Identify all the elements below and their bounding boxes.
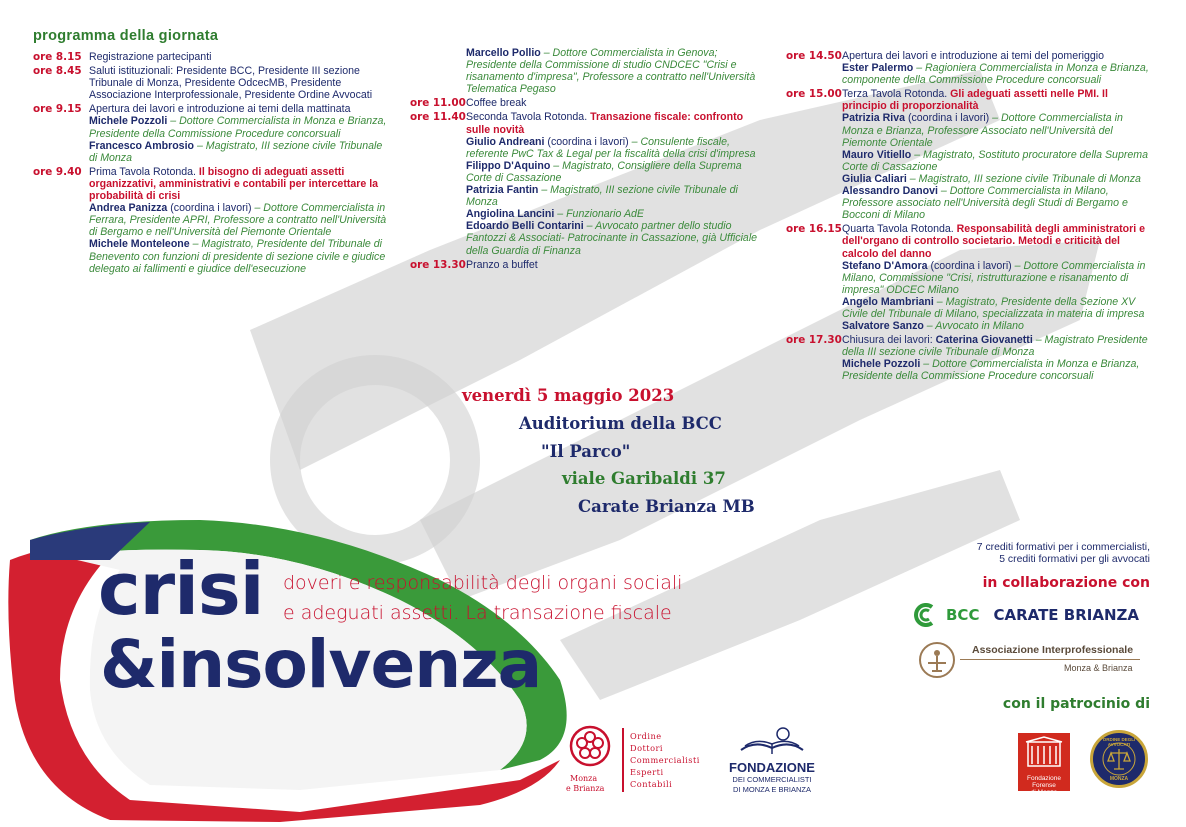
speaker-name: Andrea Panizza — [89, 202, 168, 215]
schedule-entry — [410, 47, 770, 95]
session-text: Quarta Tavola Rotonda. — [842, 223, 957, 236]
brand-word-insolvenza: &insolvenza — [100, 626, 542, 703]
session-text: Apertura dei lavori e introduzione ai temi del pomeriggio — [842, 50, 1105, 62]
odcec-city-2: e Brianza — [566, 784, 605, 793]
speaker-role: – Dottore Commercialista in Monza e Brianza, Professore Associato nell'Università del Piemonte Orientale — [842, 112, 1123, 149]
odcec-divider — [622, 728, 624, 792]
session-topic: Il bisogno di adeguati assetti organizzativi, amministrativi e contabili per intercettare la probabilità di crisi — [89, 165, 379, 203]
speaker-name: Michele Monteleone — [89, 238, 190, 251]
odcec-name-line: Ordine — [630, 731, 662, 741]
session-text: Pranzo a buffet — [466, 258, 538, 271]
speaker-role: – Avvocato partner dello studio Fantozzi & Associati- Patrocinante in Cassazione, già Ufficiale della Guardia di Finanza — [466, 220, 758, 257]
speaker-name: Michele Pozzoli — [89, 115, 168, 128]
session-text: Coffee break — [466, 97, 527, 110]
session-text: (coordina i lavori) — [927, 259, 1012, 272]
speaker-role: – Magistrato Presidente della III sezione civile Tribunale di Monza — [842, 334, 1148, 359]
speaker-name: Salvatore Sanzo — [842, 320, 924, 333]
odcec-name-line: Contabili — [630, 779, 673, 789]
session-topic: Transazione fiscale: confronto sulle novità — [466, 111, 744, 136]
session-text: Terza Tavola Rotonda. — [842, 88, 951, 101]
bcc-name: CARATE BRIANZA — [993, 606, 1139, 624]
association-logo — [918, 641, 1150, 681]
association-emblem-icon — [918, 641, 956, 679]
association-underline — [960, 659, 1140, 660]
event-date: venerdì 5 maggio 2023 — [462, 386, 675, 405]
schedule-entry — [33, 103, 393, 163]
schedule-column-midday — [410, 47, 770, 273]
speaker-name: Ester Palermo — [842, 62, 914, 75]
patrocinio-label: con il patrocinio di — [1002, 696, 1150, 712]
credits-line-2: 5 crediti formativi per gli avvocati — [999, 554, 1150, 565]
schedule-entry — [410, 111, 770, 256]
schedule-entry — [33, 166, 393, 275]
schedule-time: ore 16.15 — [786, 223, 842, 236]
speaker-role: – Magistrato, Sostituto procuratore della Suprema Corte di Cassazione — [842, 148, 1148, 173]
speaker-name: Patrizia Riva — [842, 112, 906, 125]
speaker-name: Francesco Ambrosio — [89, 139, 194, 152]
speaker-name: Angiolina Lancini — [466, 208, 555, 221]
fondazione-commercialisti-name: FONDAZIONE — [729, 760, 815, 775]
speaker-role: – Magistrato, III sezione civile Tribunale di Monza — [466, 184, 738, 209]
odcec-name-line: Dottori — [630, 743, 664, 753]
schedule-entry — [786, 223, 1151, 332]
schedule-column-afternoon — [786, 50, 1151, 385]
speaker-role: – Magistrato, III sezione civile Tribunale di Monza — [89, 139, 383, 164]
session-text: Prima Tavola Rotonda. — [89, 165, 199, 178]
venue-city: Carate Brianza MB — [578, 497, 755, 516]
session-topic: Gli adeguati assetti nelle PMI. Il principio di proporzionalità — [842, 88, 1108, 113]
schedule-entry — [786, 334, 1151, 382]
odcec-city-1: Monza — [570, 774, 598, 783]
schedule-time: ore 9.40 — [33, 165, 82, 178]
venue-place: Auditorium della BCC — [519, 414, 722, 433]
speaker-role: – Avvocato in Milano — [923, 320, 1024, 333]
bcc-mark-text: BCC — [946, 606, 980, 624]
odcec-emblem-icon — [568, 724, 612, 768]
speaker-role: – Consulente fiscale, referente PwC Tax & Legal per la fiscalità della crisi d'impresa — [466, 135, 756, 160]
brand-subtitle-2: e adeguati assetti. La transazione fiscale — [283, 602, 672, 624]
speaker-name: Marcello Pollio — [466, 47, 541, 59]
schedule-entry — [410, 97, 770, 109]
session-text: Registrazione partecipanti — [89, 51, 212, 63]
schedule-time: ore 17.30 — [786, 334, 842, 347]
schedule-time: ore 15.00 — [786, 88, 842, 101]
fondazione-forense-line-1: Fondazione Forense — [1027, 775, 1061, 789]
speaker-name: Giulia Caliari — [842, 172, 907, 185]
collaboration-label: in collaborazione con — [982, 575, 1150, 591]
session-text: (coordina i lavori) — [905, 112, 990, 125]
session-text: Chiusura dei lavori: — [842, 334, 936, 347]
fondazione-forense-building-icon — [1024, 736, 1064, 770]
odcec-logo — [566, 724, 726, 796]
speaker-role: – Dottore Commercialista in Milano, Commissione "Crisi, ristrutturazione e risanamento di impresa" ODCEC Milano — [842, 259, 1146, 296]
speaker-role: – Funzionario AdE — [554, 208, 645, 221]
speaker-name: Giulio Andreani — [466, 135, 545, 148]
speaker-name: Alessandro Danovi — [842, 185, 938, 198]
ordine-avvocati-city: MONZA — [1109, 776, 1129, 782]
speaker-name: Michele Pozzoli — [842, 358, 921, 371]
speaker-name: Filippo D'Aquino — [466, 159, 551, 172]
speaker-role: – Dottore Commercialista in Monza e Brianza, Presidente della Commissione Procedure concorsuali — [89, 115, 387, 140]
schedule-time: ore 8.45 — [33, 65, 82, 78]
speaker-role: – Magistrato, III sezione civile Tribunale di Monza — [906, 172, 1141, 185]
association-sub: Monza & Brianza — [1064, 663, 1133, 673]
speaker-name: Caterina Giovanetti — [935, 334, 1033, 347]
ordine-avvocati-ring-text: ORDINE DEGLI AVVOCATI — [1102, 737, 1136, 747]
speaker-role: – Dottore Commercialista in Ferrara, Presidente APRI, Professore a contratto nell'Università di Bergamo e nell'Università del Piemonte Orientale — [89, 202, 387, 239]
schedule-entry — [410, 259, 770, 271]
speaker-role: – Magistrato, Consigliere della Suprema Corte di Cassazione — [466, 159, 742, 184]
speaker-role: – Ragioniera Commercialista in Monza e Brianza, componente della Commissione Procedure concorsuali — [842, 62, 1149, 87]
session-text: Seconda Tavola Rotonda. — [466, 111, 591, 124]
fondazione-commercialisti-logo — [726, 726, 818, 798]
schedule-time: ore 11.40 — [410, 111, 466, 124]
odcec-name-line: Esperti — [630, 767, 664, 777]
fondazione-forense-logo — [1018, 733, 1070, 796]
speaker-role: – Dottore Commercialista in Monza e Brianza, Presidente della Commissione Procedure concorsuali — [842, 358, 1140, 383]
schedule-entry — [786, 88, 1151, 221]
bcc-mark-icon — [912, 602, 938, 628]
page-title: programma della giornata — [33, 28, 219, 44]
speaker-name: Edoardo Belli Contarini — [466, 220, 584, 233]
schedule-time: ore 11.00 — [410, 97, 466, 110]
session-text: (coordina i lavori) — [544, 135, 629, 148]
schedule-time: ore 8.15 — [33, 51, 82, 63]
speaker-name: Mauro Vitiello — [842, 148, 912, 161]
ordine-avvocati-seal — [1090, 730, 1148, 788]
session-topic: Responsabilità degli amministratori e dell'organo di controllo societario. Metodi e criticità del calcolo del danno — [842, 223, 1146, 260]
schedule-column-morning — [33, 51, 393, 277]
brand-word-crisi: crisi — [98, 547, 264, 631]
fondazione-forense-line-2: di Monza — [1030, 789, 1058, 796]
speaker-role: – Dottore Commercialista in Genova; Presidente della Commissione di studio CNDCEC "Crisi e risanamento d'impresa", Professore a contratto nell'Università Telematica Pegaso — [466, 47, 756, 96]
credits-line-1: 7 crediti formativi per i commercialisti, — [976, 542, 1150, 553]
session-text: (coordina i lavori) — [167, 202, 252, 215]
odcec-name-lines — [630, 730, 700, 790]
venue-place-name: "Il Parco" — [541, 442, 631, 461]
open-book-icon — [735, 726, 809, 756]
speaker-name: Stefano D'Amora — [842, 259, 928, 272]
schedule-time: ore 14.50 — [786, 50, 842, 62]
session-text: Saluti istituzionali: Presidente BCC, Presidente III sezione Tribunale di Monza, Presidente OdcecMB, Presidente Associazione Interprofessionale, Presidente Ordine Avvocati — [89, 65, 373, 102]
session-text: Apertura dei lavori e introduzione ai temi della mattinata — [89, 103, 351, 116]
speaker-role: – Magistrato, Presidente della Sezione XV Civile del Tribunale di Milano, specializzata in materia di impresa — [842, 295, 1145, 320]
schedule-entry — [33, 65, 393, 101]
schedule-entry — [33, 51, 393, 63]
bcc-logo — [912, 602, 1139, 628]
schedule-time: ore 13.30 — [410, 258, 466, 271]
association-name: Associazione Interprofessionale — [972, 644, 1134, 656]
schedule-entry — [786, 50, 1151, 86]
speaker-role: – Magistrato, Presidente del Tribunale di Benevento con funzioni di presidente di sezione civile e giudice delegato ai fallimenti e giudice dell'esecuzione — [89, 238, 386, 275]
fondazione-commercialisti-line-1: DEI COMMERCIALISTI — [732, 775, 812, 784]
venue-address: viale Garibaldi 37 — [562, 469, 726, 488]
speaker-name: Patrizia Fantin — [466, 184, 539, 197]
brand-subtitle-1: doveri e responsabilità degli organi sociali — [283, 572, 683, 594]
fondazione-commercialisti-line-2: DI MONZA E BRIANZA — [733, 785, 811, 794]
odcec-name-line: Commercialisti — [630, 755, 700, 765]
speaker-name: Angelo Mambriani — [842, 295, 934, 308]
schedule-time: ore 9.15 — [33, 103, 82, 116]
speaker-role: – Dottore Commercialista in Milano, Professore associato nell'Università degli Studi di Bergamo e Bocconi di Milano — [842, 185, 1128, 222]
